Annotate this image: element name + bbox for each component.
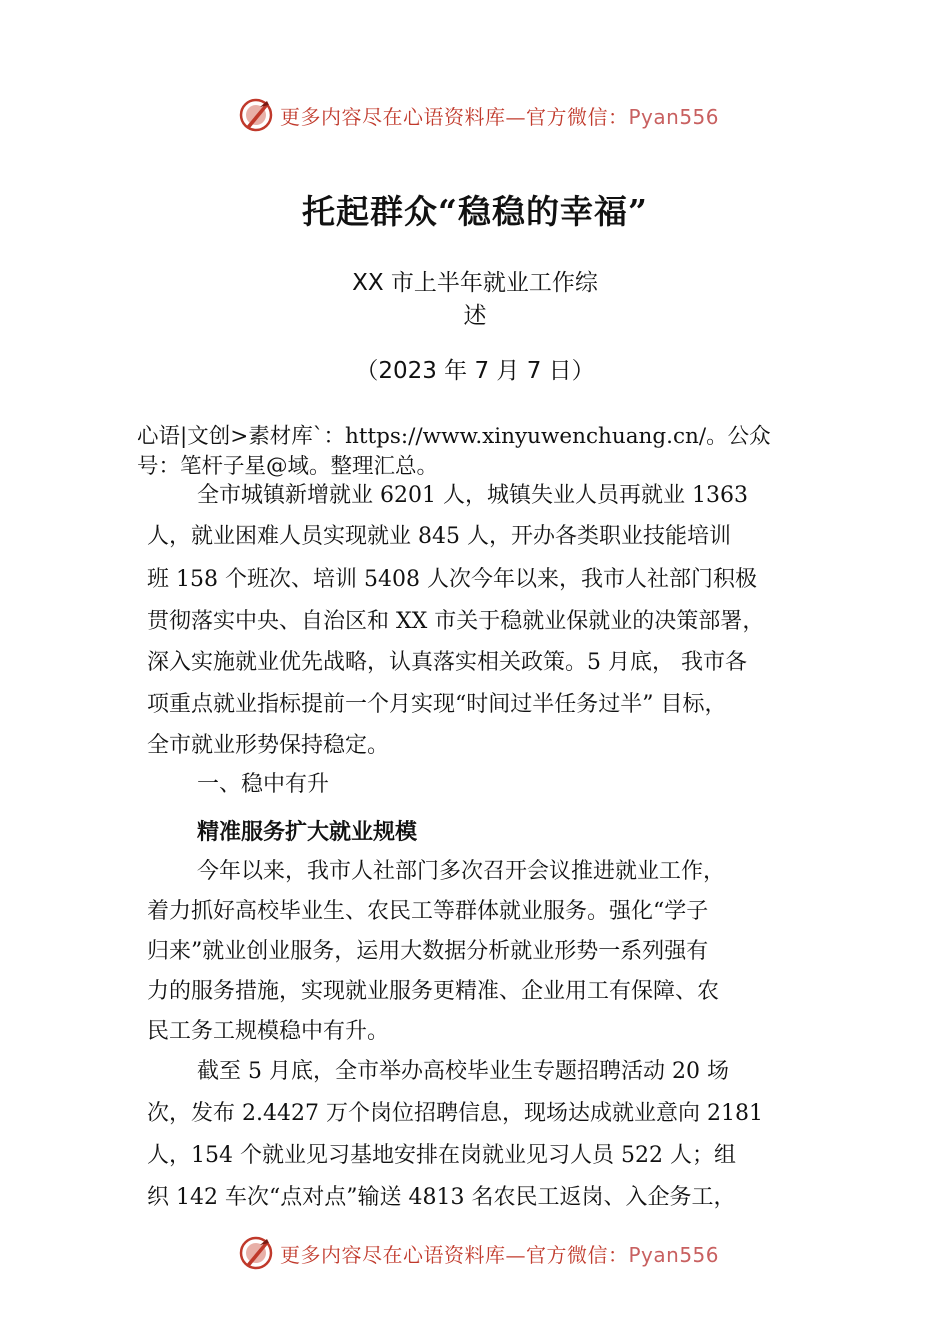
banner-label: 更多内容尽在心语资料库—官方微信： [280,104,629,129]
paragraph1-line: 人，就业困难人员实现就业 845 人，开办各类职业技能培训 [147,524,731,549]
subtitle-line2: 述 [463,303,487,329]
paragraph1-line: 全市城镇新增就业 6201 人，城镇失业人员再就业 1363 [197,483,748,508]
paragraph3-line: 人，154 个就业见习基地安排在岗就业见习人员 522 人；组 [147,1143,736,1168]
paragraph1-line: 贯彻落实中央、自治区和 XX 市关于稳就业保就业的决策部署， [147,609,765,634]
source-line2: 号：笔杆子星@域。整理汇总。 [137,454,439,479]
banner-label: 更多内容尽在心语资料库—官方微信： [280,1242,629,1267]
document-date: （2023 年 7 月 7 日） [355,358,595,384]
paragraph1-line: 深入实施就业优先战略，认真落实相关政策。5 月底， 我市各 [147,650,747,675]
paragraph3-line: 织 142 车次“点对点”输送 4813 名农民工返岗、入企务工， [147,1185,736,1210]
paragraph2-line: 着力抓好高校毕业生、农民工等群体就业服务。强化“学子 [147,899,709,924]
paragraph1-line: 项重点就业指标提前一个月实现“时间过半任务过半” 目标， [147,692,727,717]
footer-banner [0,1233,950,1273]
subheading: 精准服务扩大就业规模 [197,820,418,845]
paragraph1-line: 全市就业形势保持稳定。 [147,733,390,758]
section-heading: 一、稳中有升 [197,772,330,797]
banner-text [280,101,719,130]
wechat-handle: Pyan556 [628,1242,720,1267]
wechat-handle: Pyan556 [628,104,720,129]
paragraph2-line: 归来”就业创业服务，运用大数据分析就业形势一系列强有 [147,939,709,964]
banner-text [280,1239,719,1268]
quill-logo-icon [238,1235,274,1271]
paragraph1-line: 班 158 个班次、培训 5408 人次今年以来，我市人社部门积极 [147,567,757,592]
paragraph2-line: 力的服务措施，实现就业服务更精准、企业用工有保障、农 [147,979,720,1004]
subtitle-line1: XX 市上半年就业工作综 [352,270,598,296]
source-line1: 心语|文创>素材库`：https://www.xinyuwenchuang.cn/。公众 [137,424,771,449]
header-banner [0,95,950,135]
document-title: 托起群众“稳稳的幸福” [302,192,648,231]
paragraph2-line: 今年以来，我市人社部门多次召开会议推进就业工作， [197,859,726,884]
paragraph3-line: 次，发布 2.4427 万个岗位招聘信息，现场达成就业意向 2181 [147,1101,763,1126]
paragraph3-line: 截至 5 月底，全市举办高校毕业生专题招聘活动 20 场 [197,1059,729,1084]
quill-logo-icon [238,97,274,133]
paragraph2-line: 民工务工规模稳中有升。 [147,1019,390,1044]
